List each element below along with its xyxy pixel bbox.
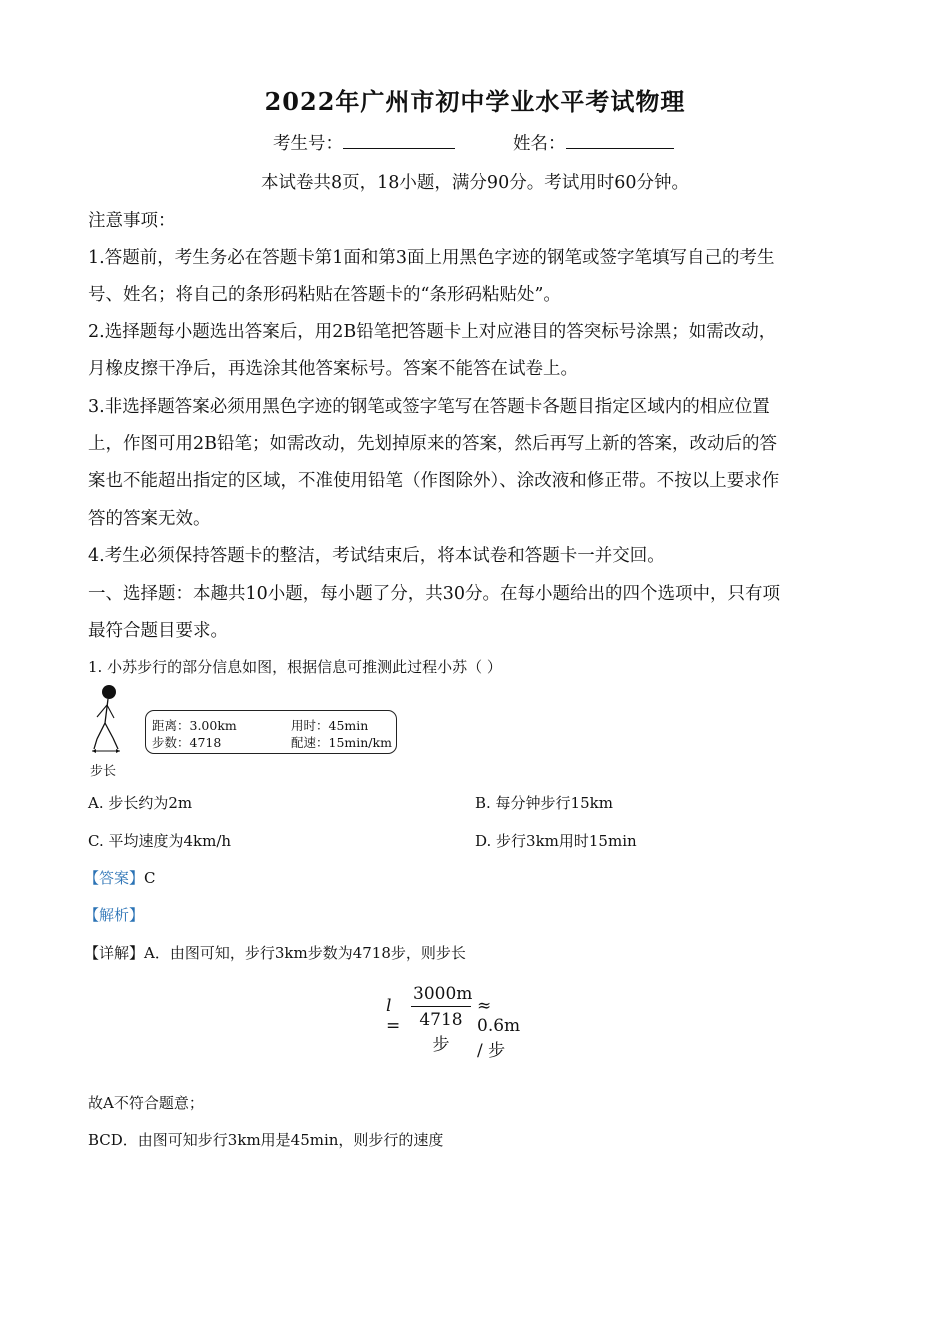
time-value: 用时：45min [291,718,369,733]
answer-tag: 【答案】 [84,869,145,887]
note-line: 上，作图可用2B铅笔；如需改动，先划掉原来的答案，然后再写上新的答案，改动后的答 [88,434,777,454]
steps-value: 步数：4718 [152,735,222,750]
pace-value: 配速：15min/km [291,735,392,750]
detail-tag: 【详解】 [84,944,145,962]
note-line: 月橡皮擦干净后，再选涂其他答案标号。答案不能答在试卷上。 [88,359,578,379]
formula-denominator: 4718步 [419,1010,463,1055]
formula-rhs: ≈ 0.6m / 步 [477,996,521,1061]
note-line: 号、姓名；将自己的条形码粘贴在答题卡的“条形码粘贴处”。 [88,285,561,305]
note-line: 2.选择题每小题选出答案后，用2B铅笔把答题卡上对应港目的答突标号涂黑；如需改动， [88,322,777,342]
walking-info-panel [145,710,397,754]
note-line: 1.答题前，考生务必在答题卡第1面和第3面上用黑色字迹的钢笔或签字笔填写自己的考生 [88,248,775,268]
exam-intro: 本试卷共8页，18小题，满分90分。考试用时60分钟。 [261,173,689,193]
note-line: 答的答案无效。 [88,509,211,529]
name-blank [566,132,674,149]
formula-numerator: 3000m [413,984,473,1004]
walker-icon [86,683,136,755]
notes-heading: 注意事项： [88,211,176,231]
option-a: A. 步长约为2m [88,794,193,812]
option-c: C. 平均速度为4km/h [88,832,232,850]
name-field [513,130,674,155]
exam-number-label: 考生号： [273,134,343,154]
step-length-label: 步长 [90,764,117,779]
answer-line [84,867,156,888]
exam-number-field [273,130,455,155]
name-label: 姓名： [513,134,566,154]
fraction-bar [411,1006,471,1007]
section-heading-cont: 最符合题目要求。 [88,621,228,641]
distance-value: 距离：3.00km [152,718,237,733]
section-heading: 一、选择题：本趣共10小题，每小题了分，共30分。在每小题给出的四个选项中，只有项 [88,584,781,604]
note-line: 3.非选择题答案必须用黑色字迹的钢笔或签字笔写在答题卡各题目指定区域内的相应位置 [88,397,770,417]
analysis-tag: 【解析】 [84,906,145,924]
question-1-stem: 1. 小苏步行的部分信息如图，根据信息可推测此过程小苏（ ） [88,658,502,676]
conclusion-a: 故A不符合题意； [88,1094,204,1112]
formula-lhs: l = [386,996,401,1036]
detail-text: A．由图可知，步行3km步数为4718步，则步长 [144,944,466,962]
option-d: D. 步行3km用时15min [475,832,637,850]
answer-value: C [144,869,156,887]
page-title: 2022年广州市初中学业水平考试物理 [264,87,686,116]
bcd-analysis: BCD．由图可知步行3km用是45min，则步行的速度 [88,1131,444,1149]
note-line: 4.考生必须保持答题卡的整洁，考试结束后，将本试卷和答题卡一并交回。 [88,546,665,566]
detail-line [84,942,466,963]
note-line: 案也不能超出指定的区域，不准使用铅笔（作图除外）、涂改液和修正带。不按以上要求作 [88,471,780,491]
exam-number-blank [343,132,455,149]
option-b: B. 每分钟步行15km [475,794,613,812]
